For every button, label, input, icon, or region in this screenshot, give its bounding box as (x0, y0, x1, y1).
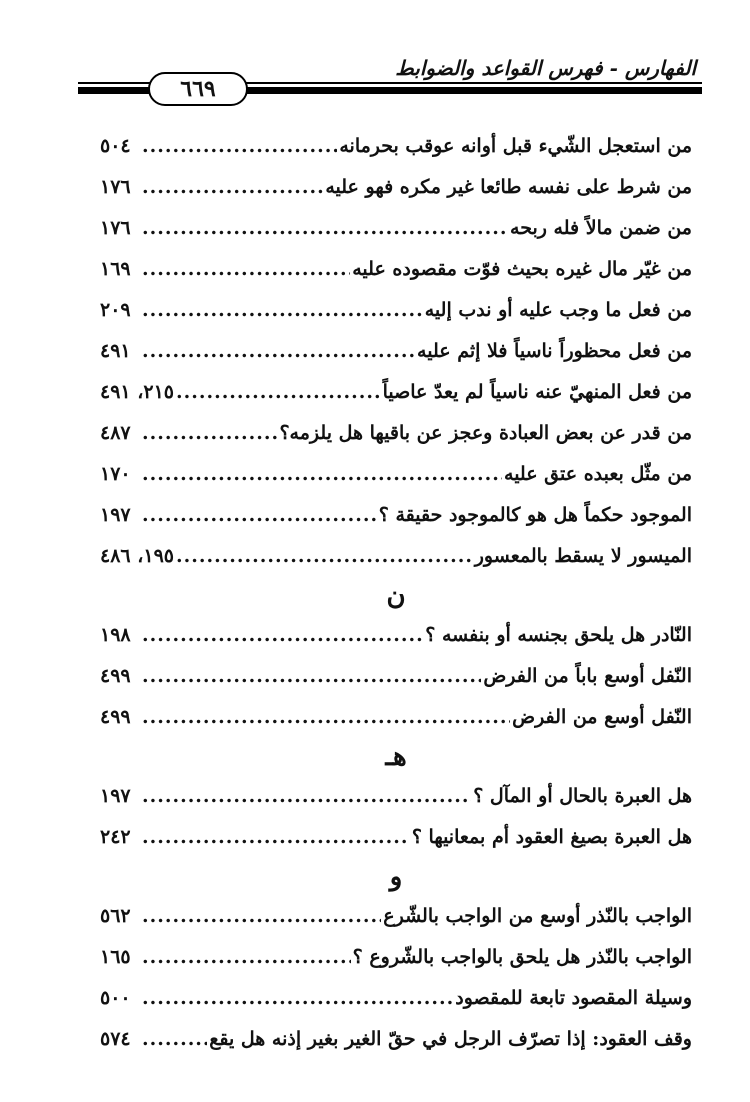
entry-pages: ٢٠٩ (100, 299, 131, 321)
entry-pages: ١٧٠ (100, 463, 131, 485)
section-letter-waw: و (389, 862, 403, 892)
entry-pages: ٥٧٤ (100, 1028, 131, 1050)
leader-dots (142, 495, 377, 536)
entry-text: الميسور لا يسقط بالمعسور (474, 545, 692, 567)
leader-dots (142, 697, 510, 738)
index-entry (100, 656, 692, 697)
leader-dots (142, 249, 350, 290)
leader-dots (142, 937, 351, 978)
entry-text: هل العبرة بصيغ العقود أم بمعانيها ؟ (411, 826, 692, 848)
entry-pages: ١٦٩ (100, 258, 131, 280)
index-entry (100, 1019, 692, 1060)
page-number: ٦٦٩ (148, 72, 248, 106)
entry-text: وسيلة المقصود تابعة للمقصود (455, 987, 692, 1009)
leader-dots (176, 536, 473, 577)
leader-dots (142, 817, 410, 858)
entry-pages: ٥٦٢ (100, 905, 131, 927)
entry-text: وقف العقود: إذا تصرّف الرجل في حقّ الغير بغير إذنه هل يقع (209, 1028, 692, 1050)
entry-pages: ١٧٦ (100, 217, 131, 239)
leader-dots (142, 167, 323, 208)
entry-text: الواجب بالنّذر هل يلحق بالواجب بالشّروع ؟ (352, 946, 692, 968)
leader-dots (142, 978, 453, 1019)
entry-pages: ٥٠٤ (100, 135, 131, 157)
entry-text: النّفل أوسع من الفرض (512, 706, 692, 728)
leader-dots (142, 656, 481, 697)
entry-text: من شرط على نفسه طائعا غير مكره فهو عليه (325, 176, 692, 198)
leader-dots (142, 413, 277, 454)
entry-text: الموجود حكماً هل هو كالموجود حقيقة ؟ (378, 504, 692, 526)
leader-dots (142, 776, 471, 817)
leader-dots (142, 454, 502, 495)
leader-dots (176, 372, 381, 413)
section-letter-nun: ن (386, 581, 406, 611)
entry-pages: ١٩٨ (100, 624, 131, 646)
leader-dots (142, 615, 423, 656)
entry-pages: ٤٩٩ (100, 665, 131, 687)
entry-pages: ٢١٥، ٤٩١ (100, 381, 174, 403)
index-entry (100, 697, 692, 738)
entry-text: من فعل ما وجب عليه أو ندب إليه (424, 299, 692, 321)
index-entry (100, 167, 692, 208)
index-entry (100, 454, 692, 495)
entry-text: الواجب بالنّذر أوسع من الواجب بالشّرع (383, 905, 692, 927)
entry-pages: ٤٩٩ (100, 706, 131, 728)
leader-dots (142, 331, 415, 372)
running-title: الفهارس - فهرس القواعد والضوابط (395, 56, 696, 80)
entry-text: من مثّل بعبده عتق عليه (504, 463, 692, 485)
entry-text: هل العبرة بالحال أو المآل ؟ (473, 785, 692, 807)
index-entry (100, 208, 692, 249)
entry-pages: ١٦٥ (100, 946, 131, 968)
entry-pages: ١٧٦ (100, 176, 131, 198)
index-entry (100, 372, 692, 413)
index-content (100, 126, 692, 1060)
entry-text: من استعجل الشّيء قبل أوانه عوقب بحرمانه (339, 135, 692, 157)
leader-dots (142, 290, 423, 331)
index-entry (100, 817, 692, 858)
index-entry (100, 331, 692, 372)
entry-pages: ١٩٧ (100, 785, 131, 807)
entry-text: من فعل المنهيّ عنه ناسياً لم يعدّ عاصياً (382, 381, 692, 403)
entry-text: من ضمن مالاً فله ربحه (510, 217, 692, 239)
entry-pages: ٢٤٢ (100, 826, 131, 848)
entry-pages: ٥٠٠ (100, 987, 131, 1009)
entry-text: من فعل محظوراً ناسياً فلا إثم عليه (417, 340, 692, 362)
index-entry (100, 536, 692, 577)
index-entry (100, 495, 692, 536)
index-entry (100, 615, 692, 656)
entry-pages: ٤٩١ (100, 340, 131, 362)
entry-text: من قدر عن بعض العبادة وعجز عن باقيها هل يلزمه؟ (279, 422, 692, 444)
entry-pages: ١٩٥، ٤٨٦ (100, 545, 174, 567)
index-entry (100, 413, 692, 454)
index-entry (100, 290, 692, 331)
leader-dots (142, 1019, 207, 1060)
leader-dots (142, 126, 337, 167)
index-entry (100, 937, 692, 978)
entry-text: النّادر هل يلحق بجنسه أو بنفسه ؟ (425, 624, 692, 646)
entry-text: النّفل أوسع باباً من الفرض (483, 665, 692, 687)
entry-pages: ١٩٧ (100, 504, 131, 526)
section-letter-ha: هـ (385, 742, 407, 772)
index-entry (100, 249, 692, 290)
leader-dots (142, 208, 508, 249)
entry-text: من غيّر مال غيره بحيث فوّت مقصوده عليه (352, 258, 692, 280)
page-header (78, 56, 702, 106)
index-entry (100, 978, 692, 1019)
index-entry (100, 896, 692, 937)
leader-dots (142, 896, 381, 937)
index-entry (100, 776, 692, 817)
index-entry (100, 126, 692, 167)
entry-pages: ٤٨٧ (100, 422, 131, 444)
